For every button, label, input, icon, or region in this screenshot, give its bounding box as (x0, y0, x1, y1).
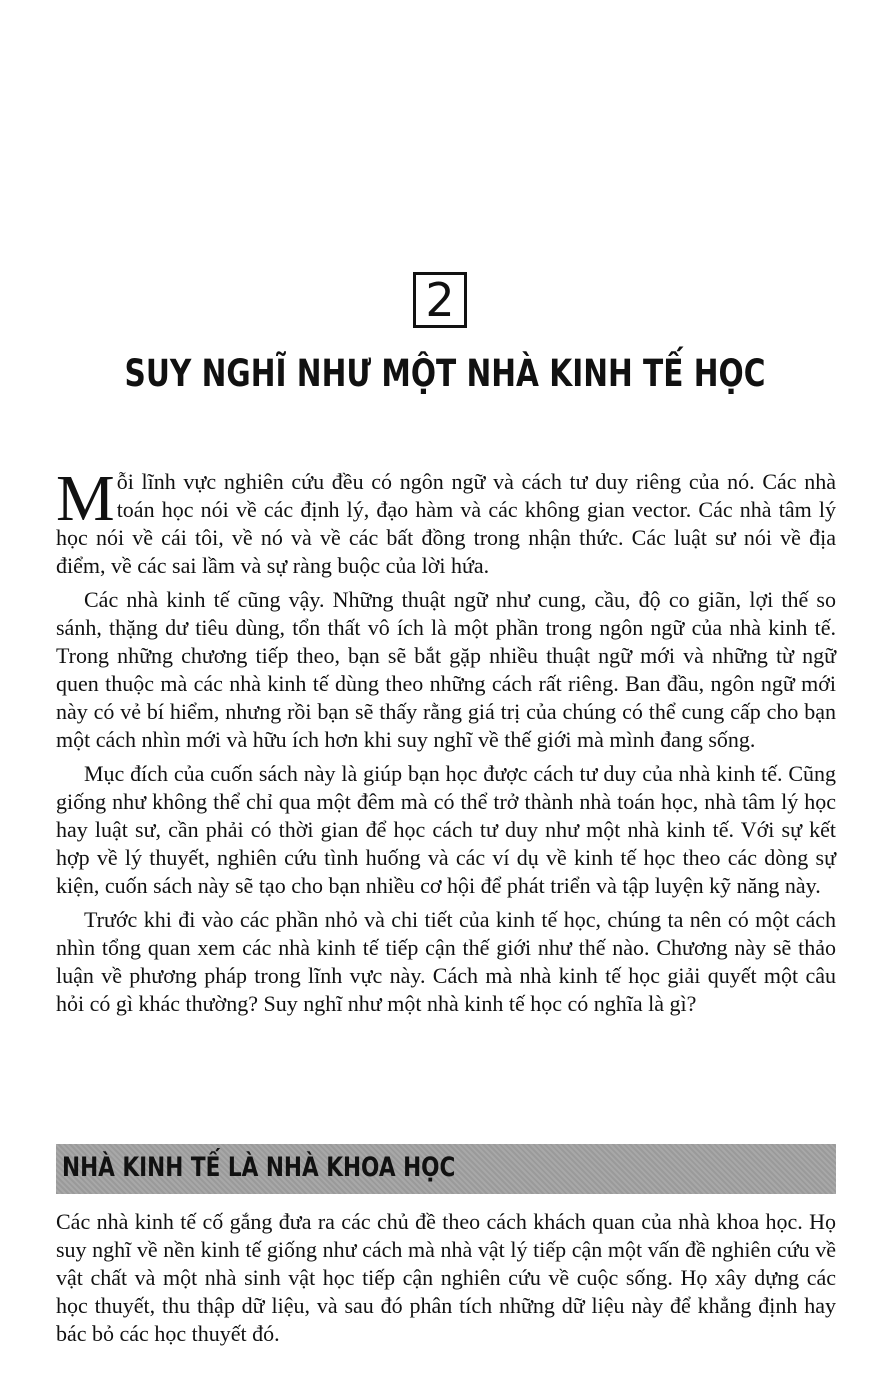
drop-cap: M (56, 462, 115, 535)
section-title: NHÀ KINH TẾ LÀ NHÀ KHOA HỌC (62, 1152, 456, 1183)
section-text (56, 1208, 836, 1354)
section-paragraph-1: Các nhà kinh tế cố gắng đưa ra các chủ đề theo cách khách quan của nhà khoa học. Họ suy nghĩ về nền kinh tế giống như cách mà nhà vật lý tiếp cận một vấn đề nghiên cứu về vật chất và một nhà sinh vật học tiếp cận nghiên cứu về cuộc sống. Họ xây dựng các học thuyết, thu thập dữ liệu, và sau đó phân tích những dữ liệu này để khẳng định hay bác bỏ các học thuyết đó. (56, 1209, 836, 1346)
intro-paragraph-3: Mục đích của cuốn sách này là giúp bạn học được cách tư duy của nhà kinh tế. Cũng giống như không thể chỉ qua một đêm mà có thể trở thành nhà toán học, nhà tâm lý học hay luật sư, cần phải có thời gian để học cách tư duy như một nhà kinh tế. Với sự kết hợp về lý thuyết, nghiên cứu tình huống và các ví dụ về kinh tế học theo các dòng sự kiện, cuốn sách này sẽ tạo cho bạn nhiều cơ hội để phát triển và tập luyện kỹ năng này. (56, 761, 836, 898)
intro-paragraph-4: Trước khi đi vào các phần nhỏ và chi tiết của kinh tế học, chúng ta nên có một cách nhìn tổng quan xem các nhà kinh tế tiếp cận thế giới như thế nào. Chương này sẽ thảo luận về phương pháp trong lĩnh vực này. Cách mà nhà kinh tế học giải quyết một câu hỏi có gì khác thường? Suy nghĩ như một nhà kinh tế học có nghĩa là gì? (56, 907, 836, 1016)
intro-paragraph-1-text: ỗi lĩnh vực nghiên cứu đều có ngôn ngữ và cách tư duy riêng của nó. Các nhà toán học nói về các định lý, đạo hàm và các không gian vector. Các nhà tâm lý học nói về cái tôi, về nó và về các bất đồng trong nhận thức. Các luật sư nói về địa điểm, về các sai lầm và sự ràng buộc của lời hứa. (56, 469, 836, 578)
chapter-title: SUY NGHĨ NHƯ MỘT NHÀ KINH TẾ HỌC (124, 352, 766, 395)
section-header-bar (56, 1144, 836, 1194)
chapter-number: 2 (413, 272, 467, 328)
intro-paragraph-1 (56, 462, 836, 580)
intro-text (56, 462, 836, 1024)
intro-paragraph-2: Các nhà kinh tế cũng vậy. Những thuật ngữ như cung, cầu, độ co giãn, lợi thế so sánh, thặng dư tiêu dùng, tổn thất vô ích là một phần trong ngôn ngữ của nhà kinh tế. Trong những chương tiếp theo, bạn sẽ bắt gặp nhiều thuật ngữ mới và những từ ngữ quen thuộc mà các nhà kinh tế dùng theo những cách rất riêng. Ban đầu, ngôn ngữ mới này có vẻ bí hiểm, nhưng rồi bạn sẽ thấy rằng giá trị của chúng có thể cung cấp cho bạn một cách nhìn mới và hữu ích hơn khi suy nghĩ về thế giới mà mình đang sống. (56, 587, 836, 752)
